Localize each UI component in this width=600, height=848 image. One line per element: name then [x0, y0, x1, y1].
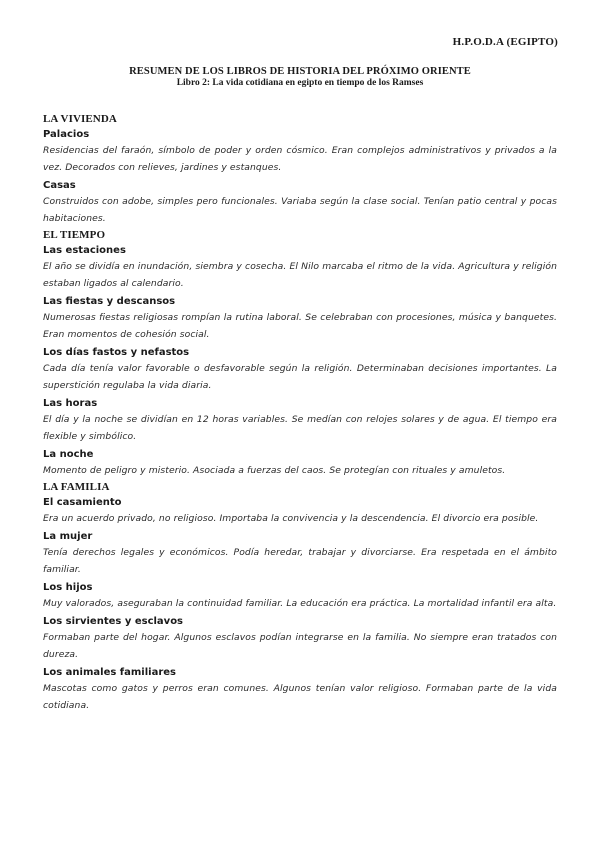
section-familia: [43, 481, 557, 714]
subsection-heading: El casamiento: [43, 497, 122, 508]
subsection-heading: Las estaciones: [43, 245, 126, 256]
subsection-heading: Los hijos: [43, 582, 93, 593]
subsection-text: Residencias del faraón, símbolo de poder y orden cósmico. Eran complejos administrativos y privados a la vez. Decorados con relieves, jardines y estanques.: [43, 145, 557, 173]
subsection-casamiento: [43, 496, 557, 527]
section-title: EL TIEMPO: [43, 229, 106, 241]
subsection-text: Numerosas fiestas religiosas rompían la rutina laboral. Se celebraban con procesiones, música y banquetes. Eran momentos de cohesión social.: [43, 312, 557, 340]
header-tag: H.P.O.D.A (EGIPTO): [452, 36, 558, 48]
subsection-heading: Los animales familiares: [43, 667, 176, 678]
subsection-text: Era un acuerdo privado, no religioso. Importaba la convivencia y la descendencia. El divorcio era posible.: [43, 513, 539, 524]
subsection-fiestas: [43, 295, 557, 343]
section-title: LA FAMILIA: [43, 481, 110, 493]
subsection-text: El año se dividía en inundación, siembra y cosecha. El Nilo marcaba el ritmo de la vida. Agricultura y religión estaban ligados al calendario.: [43, 261, 557, 289]
subsection-heading: La noche: [43, 449, 94, 460]
subsection-text: Formaban parte del hogar. Algunos esclavos podían integrarse en la familia. No siempre eran tratados con dureza.: [43, 632, 557, 660]
subsection-dias-fastos: [43, 346, 557, 394]
subsection-sirvientes: [43, 615, 557, 663]
subsection-estaciones: [43, 244, 557, 292]
document-subtitle: Libro 2: La vida cotidiana en egipto en tiempo de los Ramses: [176, 78, 424, 88]
subsection-heading: Palacios: [43, 129, 90, 140]
subsection-horas: [43, 397, 557, 445]
subsection-text: Momento de peligro y misterio. Asociada a fuerzas del caos. Se protegían con rituales y amuletos.: [43, 465, 506, 476]
subsection-casas: [43, 179, 557, 227]
subsection-heading: La mujer: [43, 531, 93, 542]
subsection-heading: Casas: [43, 180, 76, 191]
subsection-heading: Las fiestas y descansos: [43, 296, 176, 307]
subsection-text: Construidos con adobe, simples pero funcionales. Variaba según la clase social. Tenían patio central y pocas habitaciones.: [43, 196, 557, 224]
subsection-text: Muy valorados, aseguraban la continuidad familiar. La educación era práctica. La mortalidad infantil era alta.: [43, 598, 557, 609]
subsection-text: Mascotas como gatos y perros eran comunes. Algunos tenían valor religioso. Formaban parte de la vida cotidiana.: [43, 683, 557, 711]
subsection-text: El día y la noche se dividían en 12 horas variables. Se medían con relojes solares y de agua. El tiempo era flexible y simbólico.: [43, 414, 557, 442]
title-block: [0, 66, 600, 88]
subsection-mujer: [43, 530, 557, 578]
section-tiempo: [43, 229, 557, 479]
subsection-text: Tenía derechos legales y económicos. Podía heredar, trabajar y divorciarse. Era respetada en el ámbito familiar.: [43, 547, 557, 575]
subsection-palacios: [43, 128, 557, 176]
section-title: LA VIVIENDA: [43, 113, 117, 125]
section-vivienda: [43, 113, 557, 227]
subsection-noche: [43, 448, 557, 479]
subsection-hijos: [43, 581, 557, 612]
subsection-text: Cada día tenía valor favorable o desfavorable según la religión. Determinaban decisiones importantes. La superstición regulaba la vida diaria.: [43, 363, 557, 391]
subsection-heading: Los días fastos y nefastos: [43, 347, 190, 358]
subsection-animales: [43, 666, 557, 714]
document-title: RESUMEN DE LOS LIBROS DE HISTORIA DEL PRÓXIMO ORIENTE: [129, 66, 471, 77]
subsection-heading: Los sirvientes y esclavos: [43, 616, 184, 627]
subsection-heading: Las horas: [43, 398, 98, 409]
content-body: [43, 111, 557, 714]
